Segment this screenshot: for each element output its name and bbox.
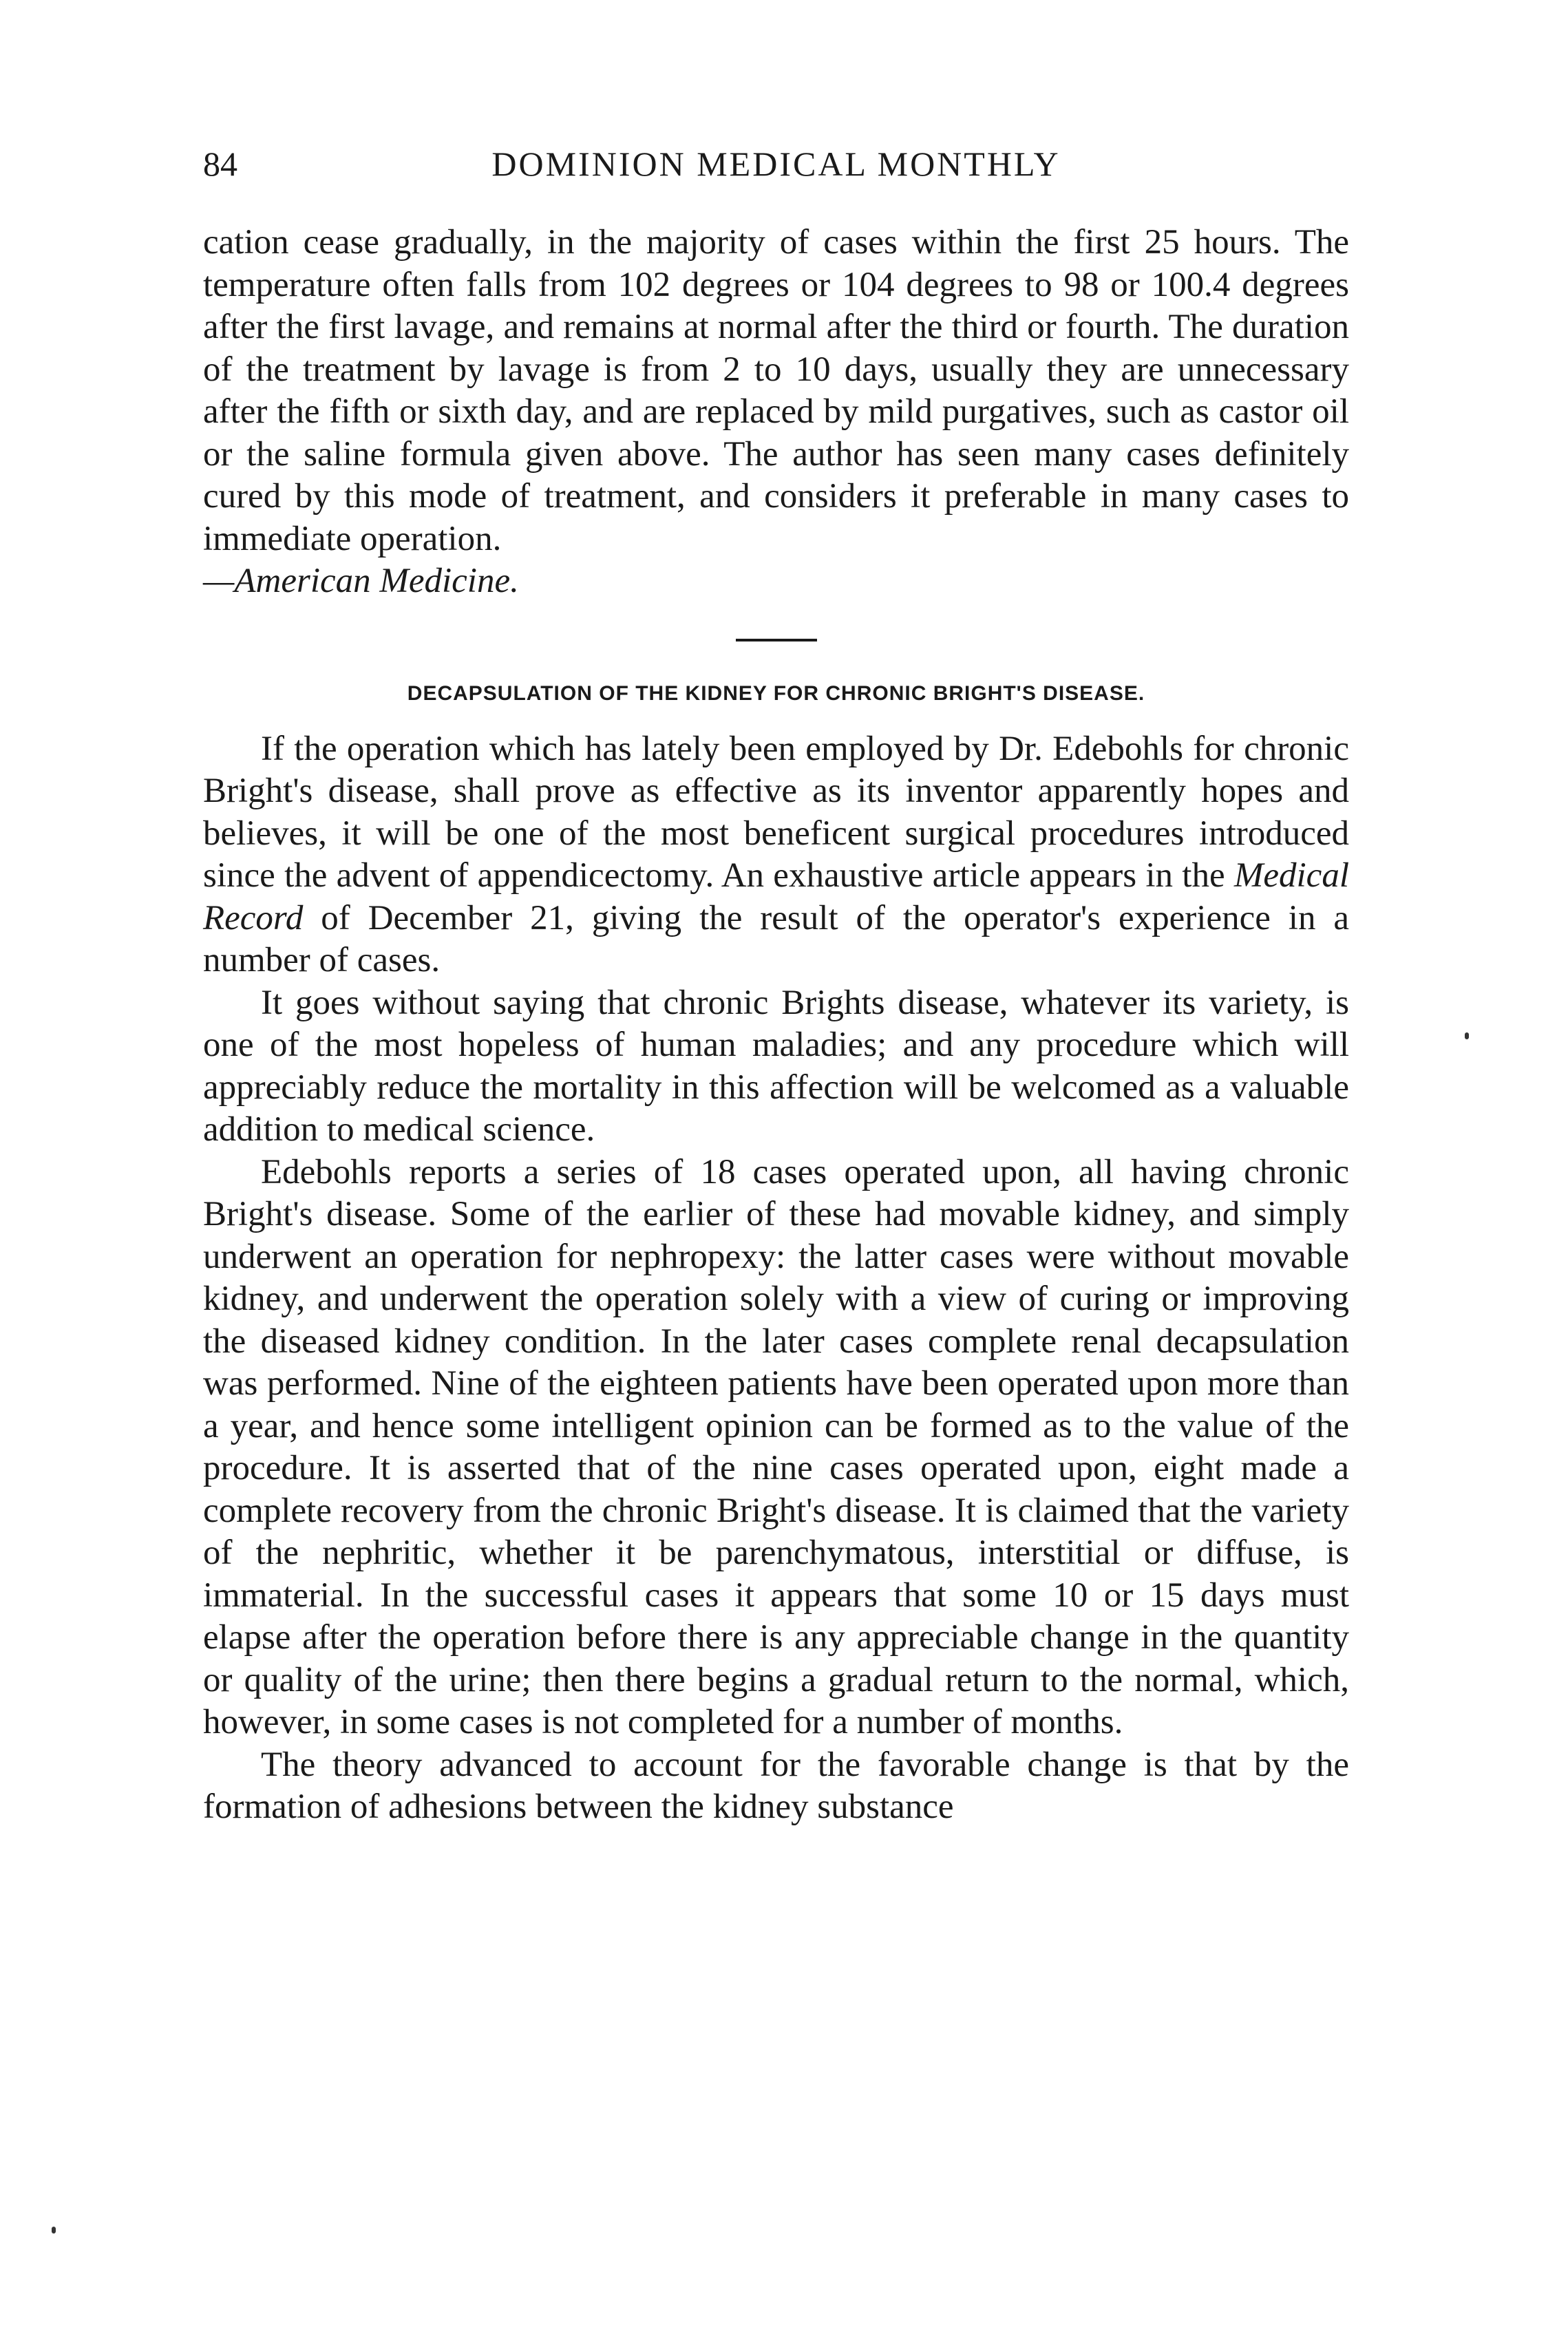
- continuation-text: cation cease gradually, in the majority of cases within the first 25 hours. The temperature often falls from 102 degrees or 104 degrees to 98 or 100.4 degrees after the first lavage, and remains at normal after the third or fourth. The duration of the treatment by lavage is from 2 to 10 days, usually they are unnecessary after the fifth or sixth day, and are replaced by mild purgatives, such as castor oil or the saline formula given above. The author has seen many cases definitely cured by this mode of treatment, and considers it preferable in many cases to immediate operation.: [203, 223, 1349, 558]
- scan-speck: [52, 2227, 56, 2234]
- article-paragraph-4: The theory advanced to account for the favorable change is that by the formation of adhesions between the kidney substance: [203, 1745, 1349, 1826]
- source-attribution: —American Medicine.: [203, 562, 519, 600]
- article-paragraph-3: Edebohls reports a series of 18 cases operated upon, all having chronic Bright's disease. Some of the earlier of these had movable kidney, and simply underwent an operation for nephropexy: the latter cases were without movable kidney, and underwent the operation solely with a view of curing or improving the diseased kidney condition. In the later cases complete renal decapsulation was performed. Nine of the eighteen patients have been operated upon more than a year, and hence some intelligent opinion can be formed as to the value of the procedure. It is asserted that of the nine cases operated upon, eight made a complete recovery from the chronic Bright's disease. It is claimed that the variety of the nephritic, whether it be parenchymatous, interstitial or diffuse, is immaterial. In the successful cases it appears that some 10 or 15 days must elapse after the operation before there is any appreciable change in the quantity or quality of the urine; then there begins a gradual return to the normal, which, however, in some cases is not completed for a number of months.: [203, 1152, 1349, 1741]
- continuation-paragraph: [203, 222, 1349, 603]
- article-title: DECAPSULATION OF THE KIDNEY FOR CHRONIC BRIGHT'S DISEASE.: [407, 681, 1145, 705]
- paragraph-1-text-after: of December 21, giving the result of the operator's experience in a number of cases.: [203, 898, 1349, 979]
- scan-speck: [1465, 1032, 1469, 1039]
- body-text: [203, 222, 1349, 1829]
- paragraph-1-text-before: If the operation which has lately been employed by Dr. Edebohls for chronic Bright's disease, shall prove as effective as its inventor apparently hopes and believes, it will be one of the most beneficent surgical procedures introduced since the advent of appendicectomy. An exhaustive article appears in the: [203, 729, 1349, 895]
- running-head: DOMINION MEDICAL MONTHLY: [491, 145, 1061, 183]
- article-paragraph-2: It goes without saying that chronic Brights disease, whatever its variety, is one of the most hopeless of human maladies; and any procedure which will appreciably reduce the mortality in this affection will be welcomed as a valuable addition to medical science.: [203, 983, 1349, 1149]
- section-divider: [736, 639, 817, 641]
- page-header: [203, 143, 1349, 191]
- page-number: 84: [203, 145, 237, 183]
- article-paragraph-1: [203, 728, 1349, 982]
- journal-name: Medical Record: [203, 856, 1349, 937]
